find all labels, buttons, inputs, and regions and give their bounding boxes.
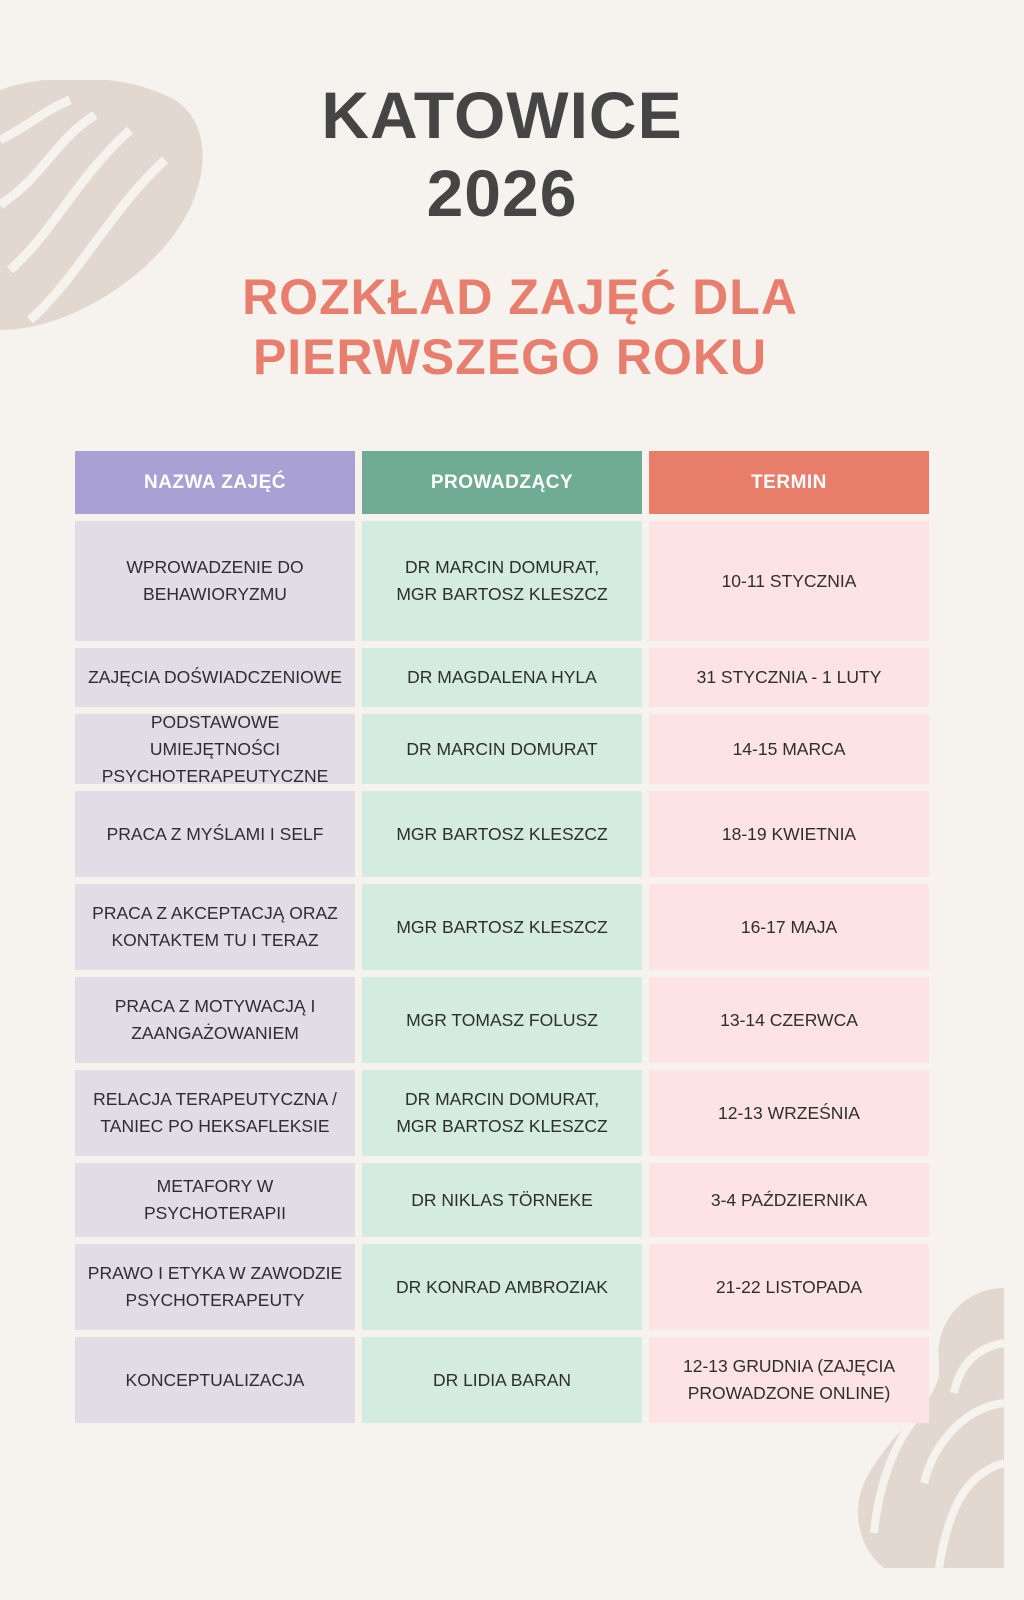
page-subtitle-line2: PIERWSZEGO ROKU bbox=[252, 329, 768, 385]
teacher-cell: DR NIKLAS TÖRNEKE bbox=[362, 1163, 642, 1237]
table-row bbox=[75, 711, 929, 786]
date-cell: 16-17 MAJA bbox=[649, 884, 929, 970]
date-cell: 13-14 CZERWCA bbox=[649, 977, 929, 1063]
teacher-cell: DR MARCIN DOMURAT, MGR BARTOSZ KLESZCZ bbox=[362, 1070, 642, 1156]
class-name-cell: PRACA Z AKCEPTACJĄ ORAZ KONTAKTEM TU I TERAZ bbox=[75, 884, 355, 970]
class-name-cell: PRACA Z MOTYWACJĄ I ZAANGAŻOWANIEM bbox=[75, 977, 355, 1063]
date-cell: 12-13 WRZEŚNIA bbox=[649, 1070, 929, 1156]
page-title-year: 2026 bbox=[426, 156, 578, 230]
teacher-cell: DR MARCIN DOMURAT, MGR BARTOSZ KLESZCZ bbox=[362, 521, 642, 641]
table-row bbox=[75, 977, 929, 1063]
teacher-cell: DR LIDIA BARAN bbox=[362, 1337, 642, 1423]
class-name-cell: RELACJA TERAPEUTYCZNA / TANIEC PO HEKSAFLEKSIE bbox=[75, 1070, 355, 1156]
schedule-table bbox=[75, 451, 929, 1430]
table-row bbox=[75, 1163, 929, 1237]
date-cell: 21-22 LISTOPADA bbox=[649, 1244, 929, 1330]
table-row bbox=[75, 648, 929, 707]
class-name-cell: ZAJĘCIA DOŚWIADCZENIOWE bbox=[75, 648, 355, 707]
class-name-cell: PODSTAWOWE UMIEJĘTNOŚCI PSYCHOTERAPEUTYCZNE bbox=[75, 714, 355, 784]
class-name-cell: METAFORY W PSYCHOTERAPII bbox=[75, 1163, 355, 1237]
teacher-cell: MGR BARTOSZ KLESZCZ bbox=[362, 791, 642, 877]
header-teacher: PROWADZĄCY bbox=[362, 451, 642, 514]
table-row bbox=[75, 884, 929, 970]
header-class-name: NAZWA ZAJĘĆ bbox=[75, 451, 355, 514]
table-header-row bbox=[75, 451, 929, 514]
teacher-cell: DR KONRAD AMBROZIAK bbox=[362, 1244, 642, 1330]
table-row bbox=[75, 521, 929, 641]
table-row bbox=[75, 1337, 929, 1423]
class-name-cell: KONCEPTUALIZACJA bbox=[75, 1337, 355, 1423]
page-subtitle: ROZKŁAD ZAJĘĆ DLA bbox=[242, 269, 798, 325]
teacher-cell: DR MARCIN DOMURAT bbox=[362, 714, 642, 784]
table-row bbox=[75, 1244, 929, 1330]
table-row bbox=[75, 1070, 929, 1156]
header-date: TERMIN bbox=[649, 451, 929, 514]
date-cell: 12-13 GRUDNIA (ZAJĘCIA PROWADZONE ONLINE) bbox=[649, 1337, 929, 1423]
table-row bbox=[75, 791, 929, 877]
teacher-cell: MGR TOMASZ FOLUSZ bbox=[362, 977, 642, 1063]
date-cell: 18-19 KWIETNIA bbox=[649, 791, 929, 877]
class-name-cell: WPROWADZENIE DO BEHAWIORYZMU bbox=[75, 521, 355, 641]
teacher-cell: DR MAGDALENA HYLA bbox=[362, 648, 642, 707]
class-name-cell: PRACA Z MYŚLAMI I SELF bbox=[75, 791, 355, 877]
teacher-cell: MGR BARTOSZ KLESZCZ bbox=[362, 884, 642, 970]
date-cell: 3-4 PAŹDZIERNIKA bbox=[649, 1163, 929, 1237]
date-cell: 31 STYCZNIA - 1 LUTY bbox=[649, 648, 929, 707]
date-cell: 10-11 STYCZNIA bbox=[649, 521, 929, 641]
class-name-cell: PRAWO I ETYKA W ZAWODZIE PSYCHOTERAPEUTY bbox=[75, 1244, 355, 1330]
page-title: KATOWICE bbox=[321, 78, 683, 152]
date-cell: 14-15 MARCA bbox=[649, 714, 929, 784]
